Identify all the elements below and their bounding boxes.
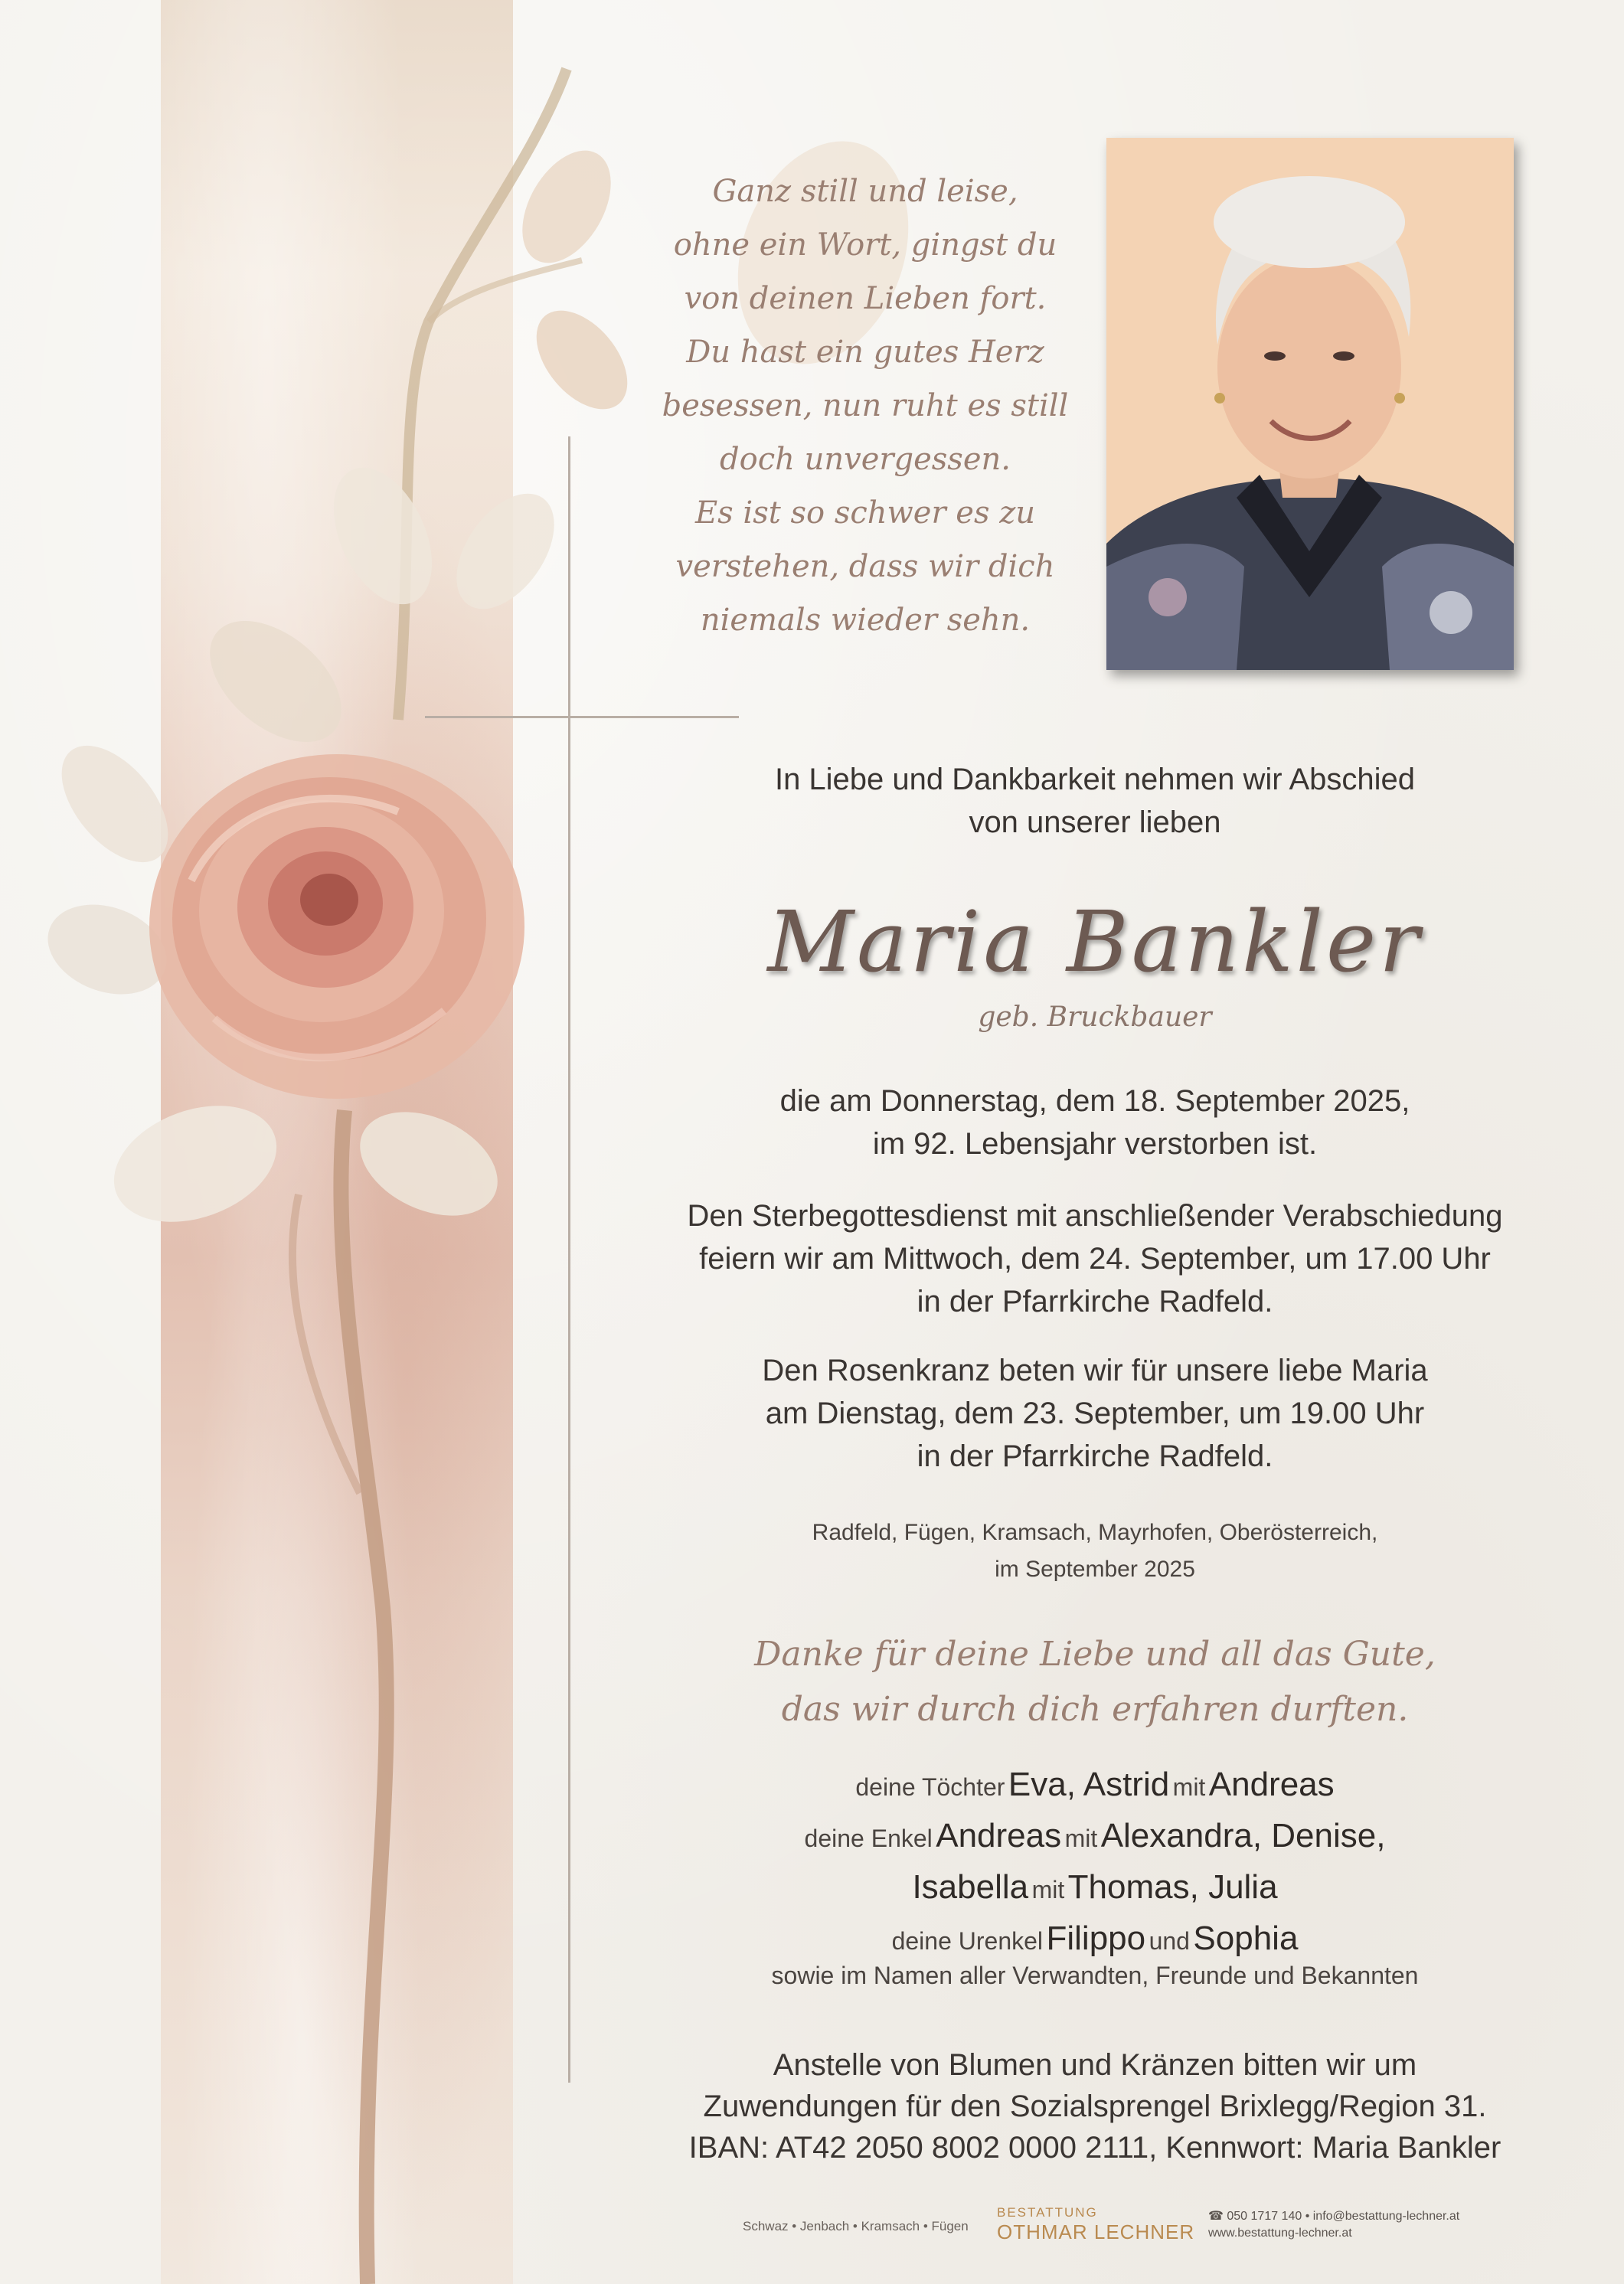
intro-line: von unserer lieben <box>969 805 1221 839</box>
rosary-line: am Dienstag, dem 23. September, um 19.00 Uhr <box>765 1397 1425 1430</box>
logo-top-text: BESTATTUNG <box>997 2205 1098 2220</box>
donation-request <box>643 2044 1547 2168</box>
thanks-line: Danke für deine Liebe und all das Gute, <box>754 1635 1436 1674</box>
family-line-daughters <box>643 1763 1547 1814</box>
place-date-line: im September 2025 <box>995 1557 1195 1582</box>
family-list <box>643 1763 1547 1968</box>
relation-connector: mit <box>1172 1773 1206 1801</box>
deceased-name: Maria Bankler <box>767 893 1423 991</box>
donation-line: Zuwendungen für den Sozialsprengel Brixlegg/Region 31. <box>703 2090 1487 2123</box>
place-date <box>643 1514 1547 1588</box>
death-line: die am Donnerstag, dem 18. September 2025, <box>779 1084 1410 1118</box>
family-names: Sophia <box>1193 1920 1299 1957</box>
relation-label: deine Töchter <box>855 1773 1005 1801</box>
donation-line: Anstelle von Blumen und Kränzen bitten wir um <box>773 2048 1417 2082</box>
cross-vertical <box>568 436 570 2083</box>
death-notice <box>643 1080 1547 1165</box>
rosary-info <box>643 1349 1547 1478</box>
footer-locations: Schwaz • Jenbach • Kramsach • Fügen <box>743 2219 969 2233</box>
service-line: Den Sterbegottesdienst mit anschließender Verabschiedung <box>687 1199 1503 1233</box>
relatives-line: sowie im Namen aller Verwandten, Freunde und Bekannten <box>771 1962 1419 1989</box>
intro-line: In Liebe und Dankbarkeit nehmen wir Abschied <box>774 763 1416 796</box>
family-names: Thomas, Julia <box>1067 1868 1278 1906</box>
rosary-line: Den Rosenkranz beten wir für unsere liebe Maria <box>762 1354 1428 1387</box>
thanks-text <box>643 1627 1547 1737</box>
relation-connector: und <box>1149 1927 1190 1955</box>
family-names: Isabella <box>912 1868 1029 1906</box>
family-names: Andreas <box>936 1817 1062 1854</box>
family-names: Filippo <box>1046 1920 1146 1957</box>
death-line: im 92. Lebensjahr verstorben ist. <box>872 1127 1318 1161</box>
service-info <box>643 1194 1547 1323</box>
relation-label: deine Enkel <box>804 1825 933 1852</box>
cross-horizontal <box>425 716 739 718</box>
family-line-grandchildren <box>643 1814 1547 1865</box>
portrait-photo <box>1106 138 1514 670</box>
service-line: feiern wir am Mittwoch, dem 24. September, um 17.00 Uhr <box>699 1242 1491 1276</box>
thanks-line: das wir durch dich erfahren durften. <box>781 1690 1409 1729</box>
intro-text <box>643 758 1547 844</box>
family-names: Eva, Astrid <box>1008 1766 1170 1803</box>
footer-contact <box>1208 2208 1459 2242</box>
footer-website: www.bestattung-lechner.at <box>1208 2227 1352 2240</box>
funeral-home-logo <box>997 2205 1194 2244</box>
footer-phone-email: ☎ 050 1717 140 • info@bestattung-lechner.at <box>1208 2210 1460 2223</box>
family-names: Andreas <box>1208 1766 1335 1803</box>
relation-label: deine Urenkel <box>891 1927 1044 1955</box>
rosary-line: in der Pfarrkirche Radfeld. <box>917 1439 1273 1473</box>
maiden-name: geb. Bruckbauer <box>978 1001 1212 1033</box>
poem: Ganz still und leise, ohne ein Wort, gingst du von deinen Lieben fort. Du hast ein gutes Herz besessen, nun ruht es still doch unvergessen. Es ist so schwer es zu verstehen, dass wir dich niemals wieder sehn. <box>662 174 1069 638</box>
relation-connector: mit <box>1064 1825 1098 1852</box>
relation-connector: mit <box>1031 1876 1065 1903</box>
logo-bottom-text: OTHMAR LECHNER <box>997 2220 1195 2243</box>
family-line-grandchildren-cont <box>643 1865 1547 1916</box>
rose-bloom <box>149 754 524 1099</box>
donation-line: IBAN: AT42 2050 8002 0000 2111, Kennwort: Maria Bankler <box>688 2131 1501 2165</box>
place-date-line: Radfeld, Fügen, Kramsach, Mayrhofen, Oberösterreich, <box>812 1520 1378 1545</box>
service-line: in der Pfarrkirche Radfeld. <box>917 1285 1273 1318</box>
family-names: Alexandra, Denise, <box>1100 1817 1386 1854</box>
